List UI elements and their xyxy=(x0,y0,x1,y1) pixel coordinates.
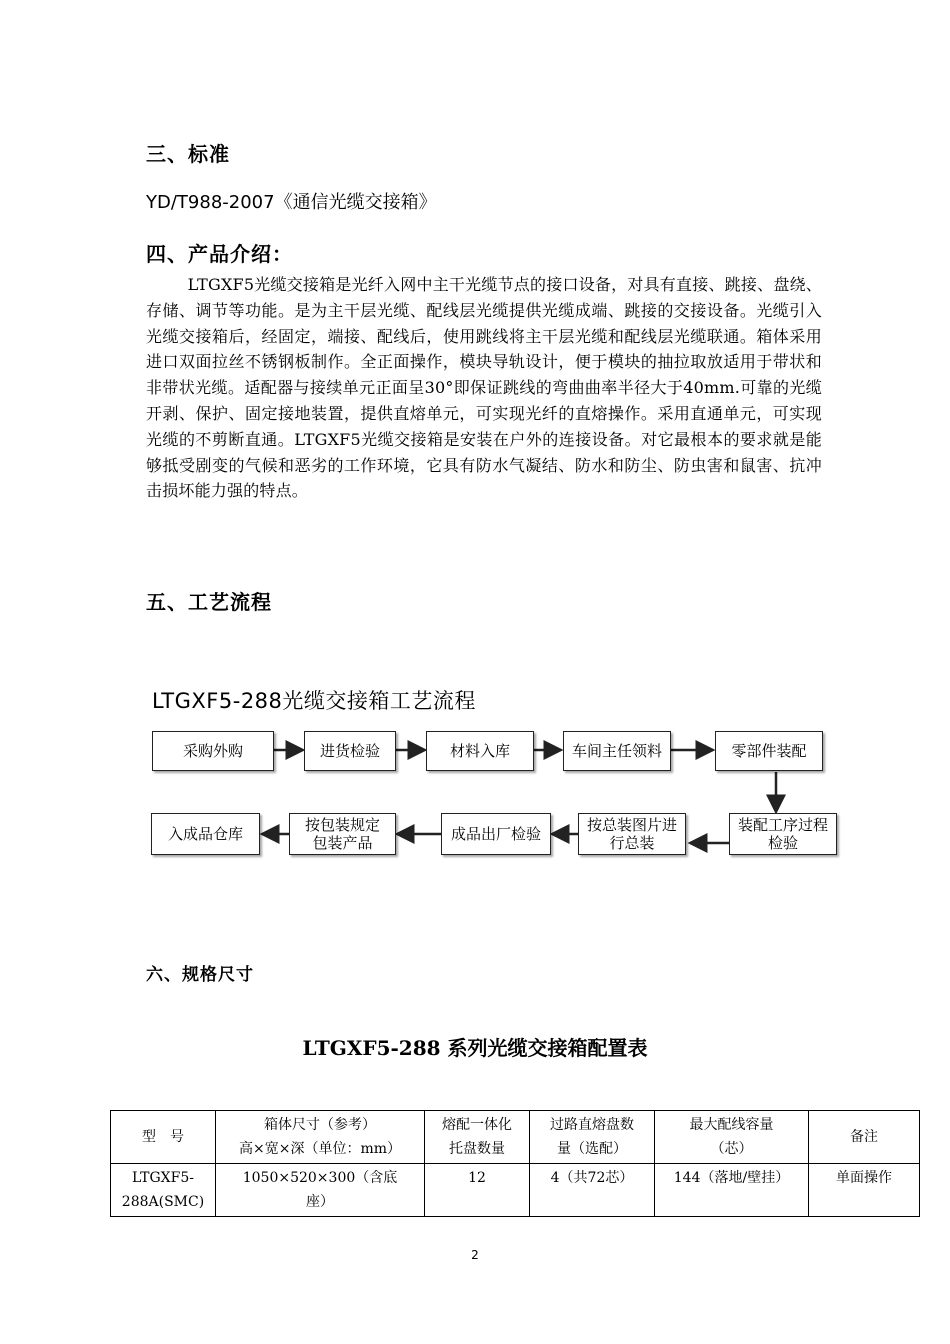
flow-step-purchase: 采购外购 xyxy=(152,731,274,771)
section-heading-intro: 四、产品介绍： xyxy=(146,242,293,266)
table-header-row xyxy=(111,1111,920,1164)
intro-paragraph: LTGXF5光缆交接箱是光纤入网中主干光缆节点的接口设备，对具有直接、跳接、盘绕、存储、调节等功能。是为主干层光缆、配线层光缆提供光缆成端、跳接的交接设备。光缆引入光缆交接箱后，经固定，端接、配线后，使用跳线将主干层光缆和配线层光缆联通。箱体采用进口双面拉丝不锈钢板制作。全正面操作，模块导轨设计，便于模块的抽拉取放适用于带状和非带状光缆。适配器与接续单元正面呈30°即保证跳线的弯曲曲率半径大于40mm.可靠的光缆开剥、保护、固定接地装置，提供直熔单元，可实现光纤的直熔操作。采用直通单元，可实现光缆的不剪断直通。LTGXF5光缆交接箱是安装在户外的连接设备。对它最根本的要求就是能够抵受剧变的气候和恶劣的工作环境，它具有防水气凝结、防水和防尘、防虫害和鼠害、抗冲击损坏能力强的特点。 xyxy=(146,275,822,501)
table-header-cell: 过路直熔盘数 量（选配） xyxy=(530,1111,655,1164)
standard-text: YD/T988-2007《通信光缆交接箱》 xyxy=(146,192,437,213)
table-row xyxy=(111,1164,920,1217)
table-cell: 1050×520×300（含底 座） xyxy=(216,1164,425,1217)
flow-step-finished-storage: 入成品仓库 xyxy=(151,813,260,855)
flow-step-incoming-inspection: 进货检验 xyxy=(304,731,396,771)
table-cell: LTGXF5- 288A(SMC) xyxy=(111,1164,216,1217)
flowchart-title: LTGXF5-288光缆交接箱工艺流程 xyxy=(152,689,476,713)
table-cell: 12 xyxy=(425,1164,530,1217)
table-cell: 144（落地/壁挂） xyxy=(655,1164,809,1217)
section-heading-spec: 六、规格尺寸 xyxy=(146,965,254,985)
table-title: LTGXF5-288 系列光缆交接箱配置表 xyxy=(302,1036,648,1060)
table-header-cell: 熔配一体化 托盘数量 xyxy=(425,1111,530,1164)
flow-step-packaging: 按包装规定 包装产品 xyxy=(289,813,396,855)
table-header-cell: 最大配线容量 （芯） xyxy=(655,1111,809,1164)
table-header-cell: 型 号 xyxy=(111,1111,216,1164)
page-number: 2 xyxy=(471,1248,479,1262)
section-heading-process: 五、工艺流程 xyxy=(146,590,272,614)
table-header-cell: 备注 xyxy=(809,1111,920,1164)
flow-step-process-inspection: 装配工序过程 检验 xyxy=(729,813,837,855)
table-cell: 4（共72芯） xyxy=(530,1164,655,1217)
flow-step-final-assembly: 按总装图片进 行总装 xyxy=(578,813,686,855)
table-header-cell: 箱体尺寸（参考） 高×宽×深（单位：mm） xyxy=(216,1111,425,1164)
section-heading-standard: 三、标准 xyxy=(146,142,230,166)
flow-step-warehousing: 材料入库 xyxy=(426,731,534,771)
flow-step-parts-assembly: 零部件装配 xyxy=(715,731,823,771)
flow-step-material-requisition: 车间主任领料 xyxy=(563,731,671,771)
flow-step-factory-inspection: 成品出厂检验 xyxy=(441,813,551,855)
spec-table xyxy=(110,1110,920,1217)
table-cell: 单面操作 xyxy=(809,1164,920,1217)
